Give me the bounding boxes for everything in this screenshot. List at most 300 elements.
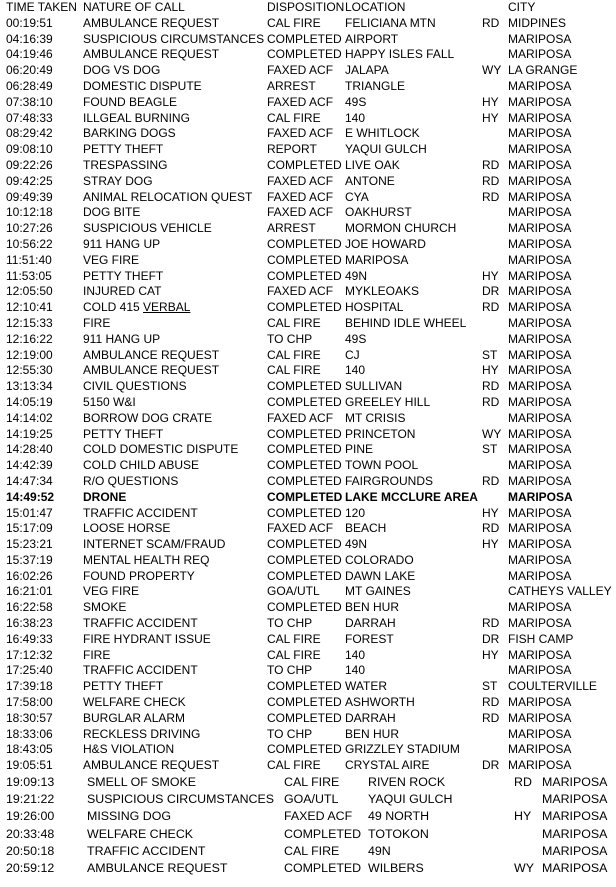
header-nature: NATURE OF CALL	[83, 0, 185, 14]
city-cell: MARIPOSA	[508, 663, 572, 678]
call-rows-late	[0, 774, 616, 877]
location-cell: OAKHURST	[345, 205, 412, 220]
time-cell: 17:25:40	[6, 663, 53, 678]
nature-cell: PETTY THEFT	[83, 426, 164, 441]
nature-cell: FOUND PROPERTY	[83, 568, 195, 583]
street-suffix-cell: RD	[482, 157, 500, 172]
nature-cell: BURGLAR ALARM	[83, 710, 186, 725]
city-cell: MARIPOSA	[508, 489, 573, 504]
location-cell: MT GAINES	[345, 584, 411, 599]
city-cell: MARIPOSA	[508, 742, 572, 757]
location-cell: BEN HUR	[345, 600, 400, 615]
location-cell: WILBERS	[368, 860, 424, 875]
table-row	[0, 506, 616, 522]
time-cell: 19:21:22	[6, 792, 55, 807]
disposition-cell: COMPLETED	[267, 710, 342, 725]
table-row	[0, 774, 616, 791]
street-suffix-cell: RD	[482, 473, 500, 488]
location-cell: 49S	[345, 94, 367, 109]
time-cell: 19:05:51	[6, 758, 53, 773]
disposition-cell: COMPLETED	[267, 300, 342, 315]
time-cell: 14:14:02	[6, 410, 53, 425]
table-row	[0, 190, 616, 206]
city-cell: MARIPOSA	[542, 860, 608, 875]
time-cell: 16:49:33	[6, 631, 53, 646]
location-cell: TOWN POOL	[345, 458, 419, 473]
location-cell: DAWN LAKE	[345, 568, 416, 583]
nature-cell: STRAY DOG	[83, 173, 153, 188]
city-cell: MARIPOSA	[508, 110, 572, 125]
time-cell: 12:55:30	[6, 363, 53, 378]
table-row	[0, 537, 616, 553]
time-cell: 19:09:13	[6, 775, 55, 790]
table-row	[0, 363, 616, 379]
city-cell: MARIPOSA	[542, 792, 608, 807]
table-row	[0, 553, 616, 569]
nature-cell: ANIMAL RELOCATION QUEST	[83, 189, 253, 204]
time-cell: 09:49:39	[6, 189, 53, 204]
city-cell: MARIPOSA	[508, 695, 572, 710]
disposition-cell: COMPLETED	[267, 157, 342, 172]
disposition-cell: CAL FIRE	[267, 110, 321, 125]
time-cell: 20:33:48	[6, 826, 55, 841]
nature-cell: PETTY THEFT	[83, 679, 164, 694]
table-row	[0, 458, 616, 474]
location-cell: LAKE MCCLURE AREA	[345, 489, 478, 504]
location-cell: GRIZZLEY STADIUM	[345, 742, 460, 757]
street-suffix-cell: RD	[482, 15, 500, 30]
disposition-cell: TO CHP	[267, 663, 313, 678]
nature-cell: 5150 W&I	[83, 394, 136, 409]
table-row	[0, 95, 616, 111]
street-suffix-cell: RD	[482, 710, 500, 725]
table-row	[0, 584, 616, 600]
disposition-cell: FAXED ACF	[267, 284, 334, 299]
nature-cell: SUSPICIOUS CIRCUMSTANCES	[87, 792, 275, 807]
disposition-cell: COMPLETED	[267, 679, 342, 694]
location-cell: SULLIVAN	[345, 379, 403, 394]
table-row	[0, 174, 616, 190]
location-cell: 49N	[368, 843, 391, 858]
city-cell: MARIPOSA	[508, 78, 572, 93]
time-cell: 10:56:22	[6, 236, 53, 251]
location-cell: PINE	[345, 442, 374, 457]
time-cell: 14:28:40	[6, 442, 53, 457]
disposition-cell: FAXED ACF	[267, 63, 334, 78]
city-cell: MARIPOSA	[508, 363, 572, 378]
city-cell: MARIPOSA	[508, 236, 572, 251]
disposition-cell: CAL FIRE	[267, 363, 321, 378]
location-cell: 140	[345, 663, 366, 678]
time-cell: 14:47:34	[6, 473, 53, 488]
time-cell: 07:38:10	[6, 94, 53, 109]
time-cell: 18:33:06	[6, 726, 53, 741]
location-cell: MT CRISIS	[345, 410, 406, 425]
disposition-cell: TO CHP	[267, 616, 313, 631]
disposition-cell: COMPLETED	[284, 860, 362, 875]
table-row	[0, 395, 616, 411]
nature-cell: LOOSE HORSE	[83, 521, 171, 536]
location-cell: BEN HUR	[345, 726, 400, 741]
city-cell: MARIPOSA	[508, 379, 572, 394]
city-cell: MARIPOSA	[508, 315, 572, 330]
time-cell: 14:05:19	[6, 394, 53, 409]
disposition-cell: FAXED ACF	[267, 189, 334, 204]
time-cell: 18:30:57	[6, 710, 53, 725]
nature-cell: PETTY THEFT	[83, 268, 164, 283]
header-location: LOCATION	[345, 0, 406, 14]
location-cell: YAQUI GULCH	[368, 792, 453, 807]
nature-cell: INTERNET SCAM/FRAUD	[83, 537, 226, 552]
disposition-cell: CAL FIRE	[267, 647, 321, 662]
time-cell: 17:39:18	[6, 679, 53, 694]
table-row	[0, 300, 616, 316]
city-cell: MARIPOSA	[508, 505, 572, 520]
nature-cell: TRESPASSING	[83, 157, 168, 172]
city-cell: MARIPOSA	[508, 616, 572, 631]
disposition-cell: CAL FIRE	[284, 843, 340, 858]
nature-cell: AMBULANCE REQUEST	[83, 15, 220, 30]
location-cell: PRINCETON	[345, 426, 416, 441]
city-cell: MARIPOSA	[508, 458, 572, 473]
time-cell: 16:21:01	[6, 584, 53, 599]
table-row	[0, 284, 616, 300]
city-cell: MARIPOSA	[508, 442, 572, 457]
disposition-cell: COMPLETED	[267, 394, 342, 409]
location-cell: MORMON CHURCH	[345, 221, 457, 236]
time-cell: 15:01:47	[6, 505, 53, 520]
nature-cell: FIRE	[83, 647, 111, 662]
location-cell: E WHITLOCK	[345, 126, 420, 141]
city-cell: MARIPOSA	[508, 426, 572, 441]
street-suffix-cell: HY	[482, 110, 499, 125]
disposition-cell: FAXED ACF	[267, 205, 334, 220]
nature-cell: VEG FIRE	[83, 584, 140, 599]
nature-cell: RECKLESS DRIVING	[83, 726, 201, 741]
city-cell: MARIPOSA	[508, 142, 572, 157]
table-row	[0, 616, 616, 632]
nature-cell: TRAFFIC ACCIDENT	[83, 663, 198, 678]
table-row	[0, 442, 616, 458]
city-cell: MARIPOSA	[508, 94, 572, 109]
nature-cell: FIRE	[83, 315, 111, 330]
location-cell: ASHWORTH	[345, 695, 415, 710]
nature-cell: MISSING DOG	[87, 809, 171, 824]
location-cell: JALAPA	[345, 63, 389, 78]
city-cell: MARIPOSA	[508, 647, 572, 662]
nature-cell: R/O QUESTIONS	[83, 473, 179, 488]
location-cell: BEACH	[345, 521, 387, 536]
table-row	[0, 79, 616, 95]
table-row	[0, 695, 616, 711]
nature-text: COLD 415	[83, 300, 144, 315]
city-cell: LA GRANGE	[508, 63, 578, 78]
time-cell: 16:02:26	[6, 568, 53, 583]
street-suffix-cell: HY	[482, 647, 499, 662]
time-cell: 12:19:00	[6, 347, 53, 362]
street-suffix-cell: RD	[482, 695, 500, 710]
table-row	[0, 600, 616, 616]
location-cell: WATER	[345, 679, 387, 694]
disposition-cell: FAXED ACF	[267, 173, 334, 188]
header-city: CITY	[508, 0, 536, 14]
nature-cell: FIRE HYDRANT ISSUE	[83, 631, 211, 646]
table-row	[0, 158, 616, 174]
header-disposition: DISPOSITION	[267, 0, 345, 14]
location-cell: YAQUI GULCH	[345, 142, 427, 157]
location-cell: HOSPITAL	[345, 300, 404, 315]
time-cell: 18:43:05	[6, 742, 53, 757]
city-cell: MIDPINES	[508, 15, 567, 30]
time-cell: 13:13:34	[6, 379, 53, 394]
street-suffix-cell: ST	[482, 347, 498, 362]
street-suffix-cell: DR	[482, 631, 500, 646]
disposition-cell: CAL FIRE	[284, 775, 340, 790]
disposition-cell: TO CHP	[267, 331, 313, 346]
disposition-cell: COMPLETED	[267, 568, 342, 583]
disposition-cell: COMPLETED	[267, 31, 342, 46]
table-row	[0, 411, 616, 427]
disposition-cell: COMPLETED	[267, 442, 342, 457]
city-cell: MARIPOSA	[508, 394, 572, 409]
location-cell: CYA	[345, 189, 369, 204]
street-suffix-cell: ST	[482, 442, 498, 457]
location-cell: BEHIND IDLE WHEEL	[345, 315, 467, 330]
table-row	[0, 711, 616, 727]
table-row	[0, 63, 616, 79]
street-suffix-cell: ST	[482, 679, 498, 694]
location-cell: CJ	[345, 347, 360, 362]
nature-cell	[83, 300, 190, 316]
street-suffix-cell: RD	[482, 394, 500, 409]
time-cell: 08:29:42	[6, 126, 53, 141]
time-cell: 20:59:12	[6, 860, 55, 875]
city-cell: FISH CAMP	[508, 631, 574, 646]
time-cell: 19:26:00	[6, 809, 55, 824]
table-row	[0, 742, 616, 758]
time-cell: 07:48:33	[6, 110, 53, 125]
street-suffix-cell: HY	[482, 537, 499, 552]
nature-cell: WELFARE CHECK	[83, 695, 186, 710]
street-suffix-cell: DR	[482, 758, 500, 773]
time-cell: 11:53:05	[6, 268, 52, 283]
street-suffix-cell: WY	[482, 426, 502, 441]
location-cell: FELICIANA MTN	[345, 15, 436, 30]
street-suffix-cell: HY	[482, 505, 499, 520]
location-cell: FOREST	[345, 631, 394, 646]
nature-cell: FOUND BEAGLE	[83, 94, 178, 109]
city-cell: MARIPOSA	[508, 600, 572, 615]
location-cell: LIVE OAK	[345, 157, 400, 172]
nature-cell: TRAFFIC ACCIDENT	[83, 505, 198, 520]
time-cell: 00:19:51	[6, 15, 53, 30]
nature-cell: SUSPICIOUS VEHICLE	[83, 221, 212, 236]
time-cell: 20:50:18	[6, 843, 55, 858]
disposition-cell: COMPLETED	[267, 252, 342, 267]
location-cell: DARRAH	[345, 616, 396, 631]
city-cell: MARIPOSA	[508, 331, 572, 346]
time-cell: 12:16:22	[6, 331, 53, 346]
table-row	[0, 791, 616, 808]
city-cell: MARIPOSA	[542, 826, 608, 841]
table-row	[0, 569, 616, 585]
nature-cell: DRONE	[83, 489, 127, 504]
disposition-cell: FAXED ACF	[267, 410, 334, 425]
disposition-cell: GOA/UTL	[284, 792, 339, 807]
time-cell: 16:22:58	[6, 600, 53, 615]
location-cell: 140	[345, 363, 366, 378]
table-row	[0, 860, 616, 877]
nature-cell: ILLGEAL BURNING	[83, 110, 190, 125]
header-time: TIME TAKEN	[6, 0, 77, 14]
header-row	[0, 0, 616, 16]
table-row	[0, 126, 616, 142]
nature-cell: SUSPICIOUS CIRCUMSTANCES	[83, 31, 265, 46]
time-cell: 09:22:26	[6, 157, 53, 172]
street-suffix-cell: HY	[514, 809, 532, 824]
location-cell: DARRAH	[345, 710, 396, 725]
disposition-cell: COMPLETED	[267, 552, 342, 567]
disposition-cell: CAL FIRE	[267, 347, 321, 362]
nature-cell: SMELL OF SMOKE	[87, 775, 197, 790]
city-cell: MARIPOSA	[508, 205, 572, 220]
time-cell: 09:08:10	[6, 142, 53, 157]
location-cell: 49N	[345, 537, 368, 552]
time-cell: 09:42:25	[6, 173, 53, 188]
street-suffix-cell: HY	[482, 94, 499, 109]
table-row	[0, 490, 616, 506]
table-row	[0, 332, 616, 348]
disposition-cell: COMPLETED	[267, 505, 342, 520]
disposition-cell: GOA/UTL	[267, 584, 320, 599]
time-cell: 04:19:46	[6, 47, 53, 62]
disposition-cell: ARREST	[267, 221, 316, 236]
city-cell: MARIPOSA	[508, 473, 572, 488]
nature-cell: SMOKE	[83, 600, 127, 615]
disposition-cell: CAL FIRE	[267, 758, 321, 773]
disposition-cell: COMPLETED	[267, 458, 342, 473]
table-row	[0, 379, 616, 395]
street-suffix-cell: RD	[482, 379, 500, 394]
location-cell: RIVEN ROCK	[368, 775, 446, 790]
table-row	[0, 474, 616, 490]
location-cell: JOE HOWARD	[345, 236, 426, 251]
table-row	[0, 663, 616, 679]
city-cell: MARIPOSA	[508, 252, 572, 267]
time-cell: 10:27:26	[6, 221, 53, 236]
location-cell: 120	[345, 505, 366, 520]
table-row	[0, 253, 616, 269]
disposition-cell: COMPLETED	[267, 47, 342, 62]
time-cell: 12:05:50	[6, 284, 53, 299]
nature-cell: DOMESTIC DISPUTE	[83, 78, 202, 93]
disposition-cell: COMPLETED	[267, 473, 342, 488]
nature-cell: AMBULANCE REQUEST	[83, 47, 220, 62]
location-cell: TOTOKON	[368, 826, 429, 841]
location-cell: COLORADO	[345, 552, 414, 567]
disposition-cell: REPORT	[267, 142, 317, 157]
location-cell: 49 NORTH	[368, 809, 430, 824]
disposition-cell: COMPLETED	[267, 489, 343, 504]
time-cell: 15:37:19	[6, 552, 53, 567]
table-row	[0, 427, 616, 443]
time-cell: 14:42:39	[6, 458, 53, 473]
city-cell: MARIPOSA	[508, 710, 572, 725]
street-suffix-cell: WY	[514, 860, 534, 875]
nature-cell: COLD CHILD ABUSE	[83, 458, 200, 473]
disposition-cell: COMPLETED	[267, 268, 342, 283]
nature-cell: PETTY THEFT	[83, 142, 164, 157]
street-suffix-cell: RD	[482, 616, 500, 631]
street-suffix-cell: HY	[482, 268, 499, 283]
disposition-cell: COMPLETED	[267, 236, 342, 251]
city-cell: MARIPOSA	[508, 284, 572, 299]
time-cell: 12:15:33	[6, 315, 53, 330]
location-cell: CRYSTAL AIRE	[345, 758, 430, 773]
table-row	[0, 758, 616, 774]
disposition-cell: FAXED ACF	[284, 809, 353, 824]
disposition-cell: TO CHP	[267, 726, 313, 741]
table-row	[0, 47, 616, 63]
city-cell: MARIPOSA	[508, 31, 572, 46]
time-cell: 14:19:25	[6, 426, 53, 441]
table-row	[0, 808, 616, 825]
disposition-cell: COMPLETED	[267, 537, 342, 552]
time-cell: 15:17:09	[6, 521, 53, 536]
time-cell: 10:12:18	[6, 205, 53, 220]
disposition-cell: FAXED ACF	[267, 126, 334, 141]
table-row	[0, 16, 616, 32]
nature-cell: 911 HANG UP	[83, 236, 161, 251]
city-cell: MARIPOSA	[542, 843, 608, 858]
nature-cell: 911 HANG UP	[83, 331, 161, 346]
nature-cell: AMBULANCE REQUEST	[83, 347, 220, 362]
city-cell: COULTERVILLE	[508, 679, 597, 694]
street-suffix-cell: HY	[482, 363, 499, 378]
nature-cell: WELFARE CHECK	[87, 826, 194, 841]
city-cell: MARIPOSA	[508, 221, 572, 236]
street-suffix-cell: RD	[482, 189, 500, 204]
table-row	[0, 205, 616, 221]
call-rows	[0, 16, 616, 774]
nature-cell: AMBULANCE REQUEST	[83, 758, 220, 773]
city-cell: MARIPOSA	[542, 775, 608, 790]
location-cell: AIRPORT	[345, 31, 399, 46]
table-row	[0, 269, 616, 285]
city-cell: MARIPOSA	[508, 126, 572, 141]
disposition-cell: ARREST	[267, 78, 316, 93]
disposition-cell: COMPLETED	[267, 695, 342, 710]
city-cell: MARIPOSA	[508, 410, 572, 425]
table-row	[0, 679, 616, 695]
city-cell: MARIPOSA	[508, 521, 572, 536]
street-suffix-cell: RD	[514, 775, 532, 790]
nature-cell: H&S VIOLATION	[83, 742, 175, 757]
time-cell: 16:38:23	[6, 616, 53, 631]
city-cell: CATHEYS VALLEY	[508, 584, 612, 599]
time-cell: 14:49:52	[6, 489, 55, 504]
time-cell: 06:28:49	[6, 78, 53, 93]
table-row	[0, 348, 616, 364]
location-cell: 140	[345, 110, 366, 125]
nature-cell: INJURED CAT	[83, 284, 162, 299]
city-cell: MARIPOSA	[508, 758, 572, 773]
street-suffix-cell: RD	[482, 173, 500, 188]
table-row	[0, 316, 616, 332]
disposition-cell: COMPLETED	[267, 742, 342, 757]
disposition-cell: COMPLETED	[267, 426, 342, 441]
time-cell: 15:23:21	[6, 537, 53, 552]
